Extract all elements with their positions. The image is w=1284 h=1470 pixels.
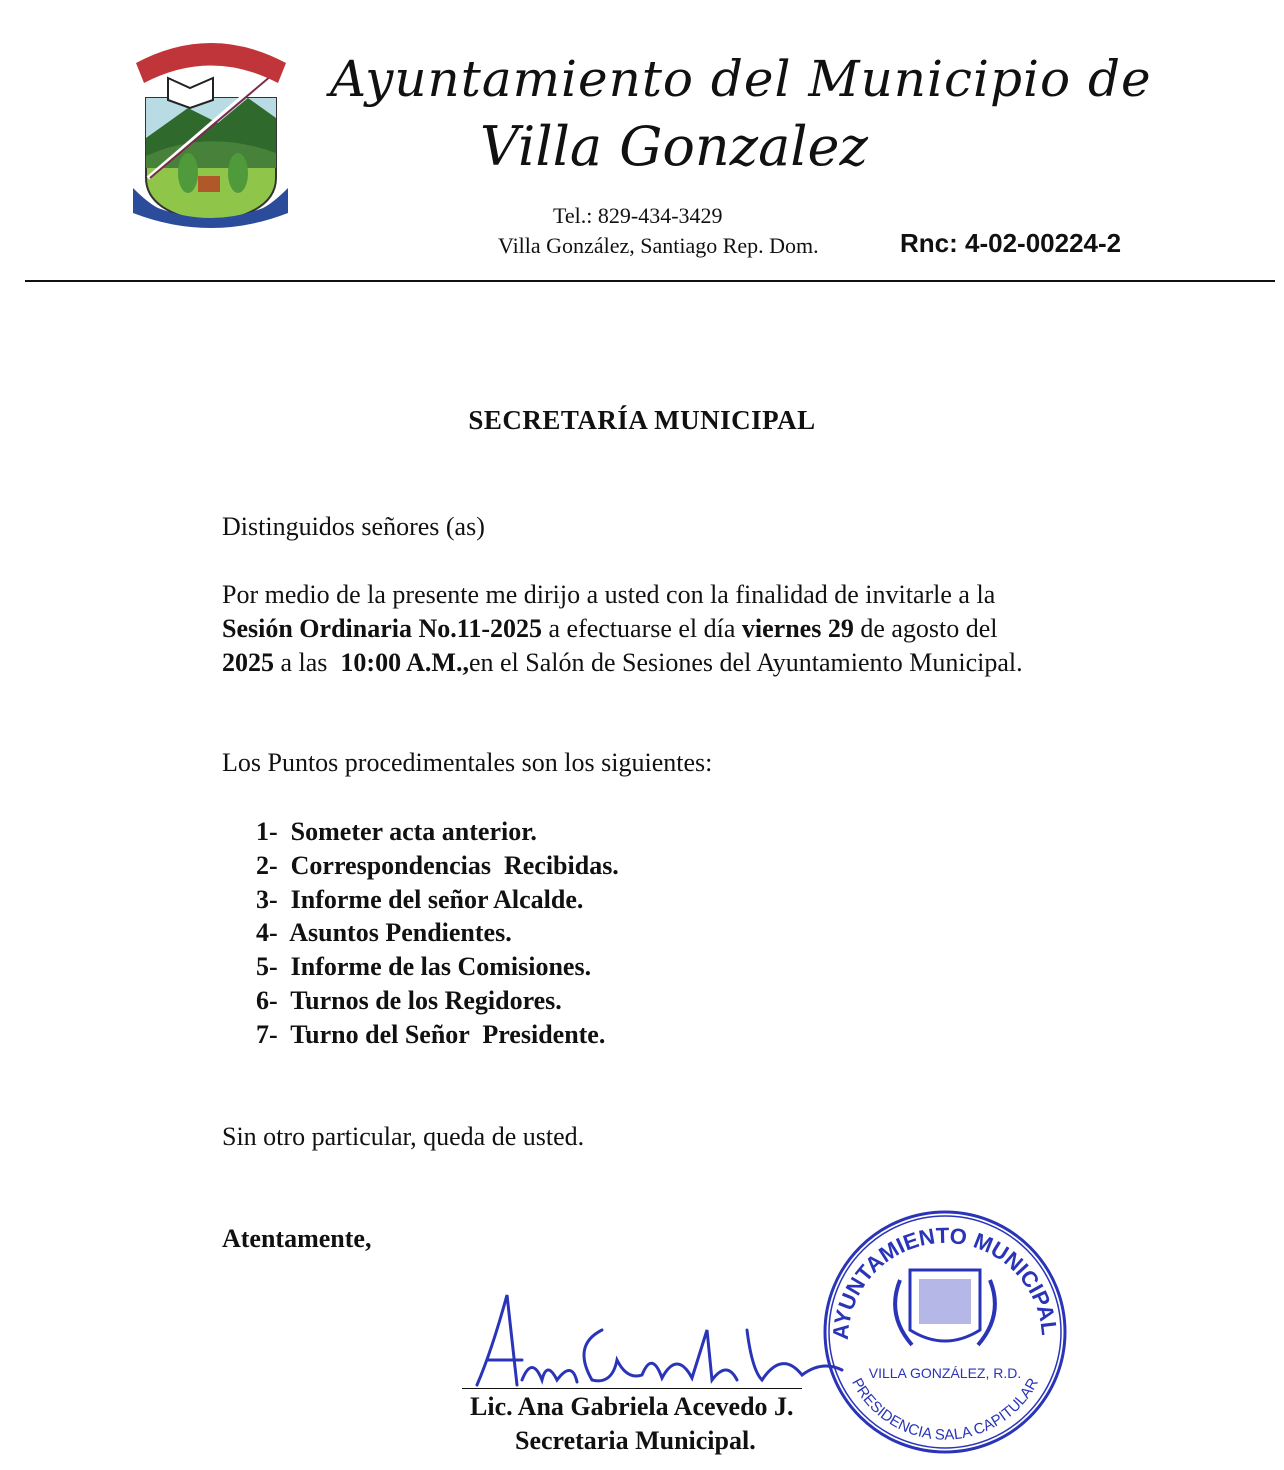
agenda-item: 7- Turno del Señor Presidente. bbox=[256, 1019, 606, 1049]
letterhead-rnc: Rnc: 4-02-00224-2 bbox=[900, 228, 1122, 258]
signature-line bbox=[462, 1388, 802, 1389]
stamp-inner-text: VILLA GONZÁLEZ, R.D. bbox=[868, 1365, 1022, 1381]
text: Por medio de la presente me dirijo a usted con la finalidad de invitarle a la bbox=[222, 580, 996, 609]
greeting: Distinguidos señores (as) bbox=[222, 512, 485, 541]
signatory-name: Lic. Ana Gabriela Acevedo J. bbox=[470, 1392, 794, 1421]
text: a las bbox=[274, 648, 341, 677]
signatory-role: Secretaria Municipal. bbox=[515, 1426, 756, 1455]
session-time: 10:00 A.M., bbox=[340, 648, 469, 677]
agenda-item: 5- Informe de las Comisiones. bbox=[256, 952, 592, 982]
svg-text:PRESIDENCIA SALA CAPITULAR bbox=[848, 1375, 1042, 1444]
official-stamp bbox=[820, 1200, 1070, 1465]
letterhead-title-line1: Ayuntamiento del Municipio de bbox=[330, 50, 1152, 108]
agenda-item: 3- Informe del señor Alcalde. bbox=[256, 884, 584, 914]
session-day: viernes 29 bbox=[741, 614, 854, 643]
handwritten-signature bbox=[462, 1290, 862, 1390]
municipal-logo bbox=[128, 28, 293, 228]
agenda-item: 4- Asuntos Pendientes. bbox=[256, 918, 512, 948]
letterhead-phone: Tel.: 829-434-3429 bbox=[553, 203, 723, 228]
text: en el Salón de Sesiones del Ayuntamiento Municipal. bbox=[468, 648, 1023, 677]
text: de agosto del bbox=[853, 614, 1005, 643]
stamp-bottom-text: PRESIDENCIA SALA CAPITULAR bbox=[848, 1375, 1042, 1444]
session-year: 2025 bbox=[222, 648, 274, 677]
paragraph-line bbox=[222, 646, 1065, 680]
agenda-intro: Los Puntos procedimentales son los siguientes: bbox=[222, 748, 713, 777]
session-number: Sesión Ordinaria No.11-2025 bbox=[222, 614, 542, 643]
header-divider bbox=[25, 280, 1275, 282]
paragraph-line bbox=[222, 578, 1065, 612]
stamp-top-text: AYUNTAMIENTO MUNICIPAL bbox=[827, 1222, 1063, 1341]
agenda-item: 1- Someter acta anterior. bbox=[256, 817, 537, 846]
sign-off: Atentamente, bbox=[222, 1224, 372, 1253]
text: a efectuarse el día bbox=[541, 614, 742, 643]
closing-line: Sin otro particular, queda de usted. bbox=[222, 1122, 585, 1151]
letterhead-address: Villa González, Santiago Rep. Dom. bbox=[498, 233, 819, 258]
agenda-item: 2- Correspondencias Recibidas. bbox=[256, 850, 619, 880]
letterhead-title-line2: Villa Gonzalez bbox=[480, 115, 868, 178]
agenda-item: 6- Turnos de los Regidores. bbox=[256, 985, 562, 1015]
document-heading: SECRETARÍA MUNICIPAL bbox=[468, 405, 816, 435]
invitation-paragraph bbox=[222, 578, 1065, 680]
agenda-list bbox=[256, 815, 619, 1052]
paragraph-line bbox=[222, 612, 1065, 646]
